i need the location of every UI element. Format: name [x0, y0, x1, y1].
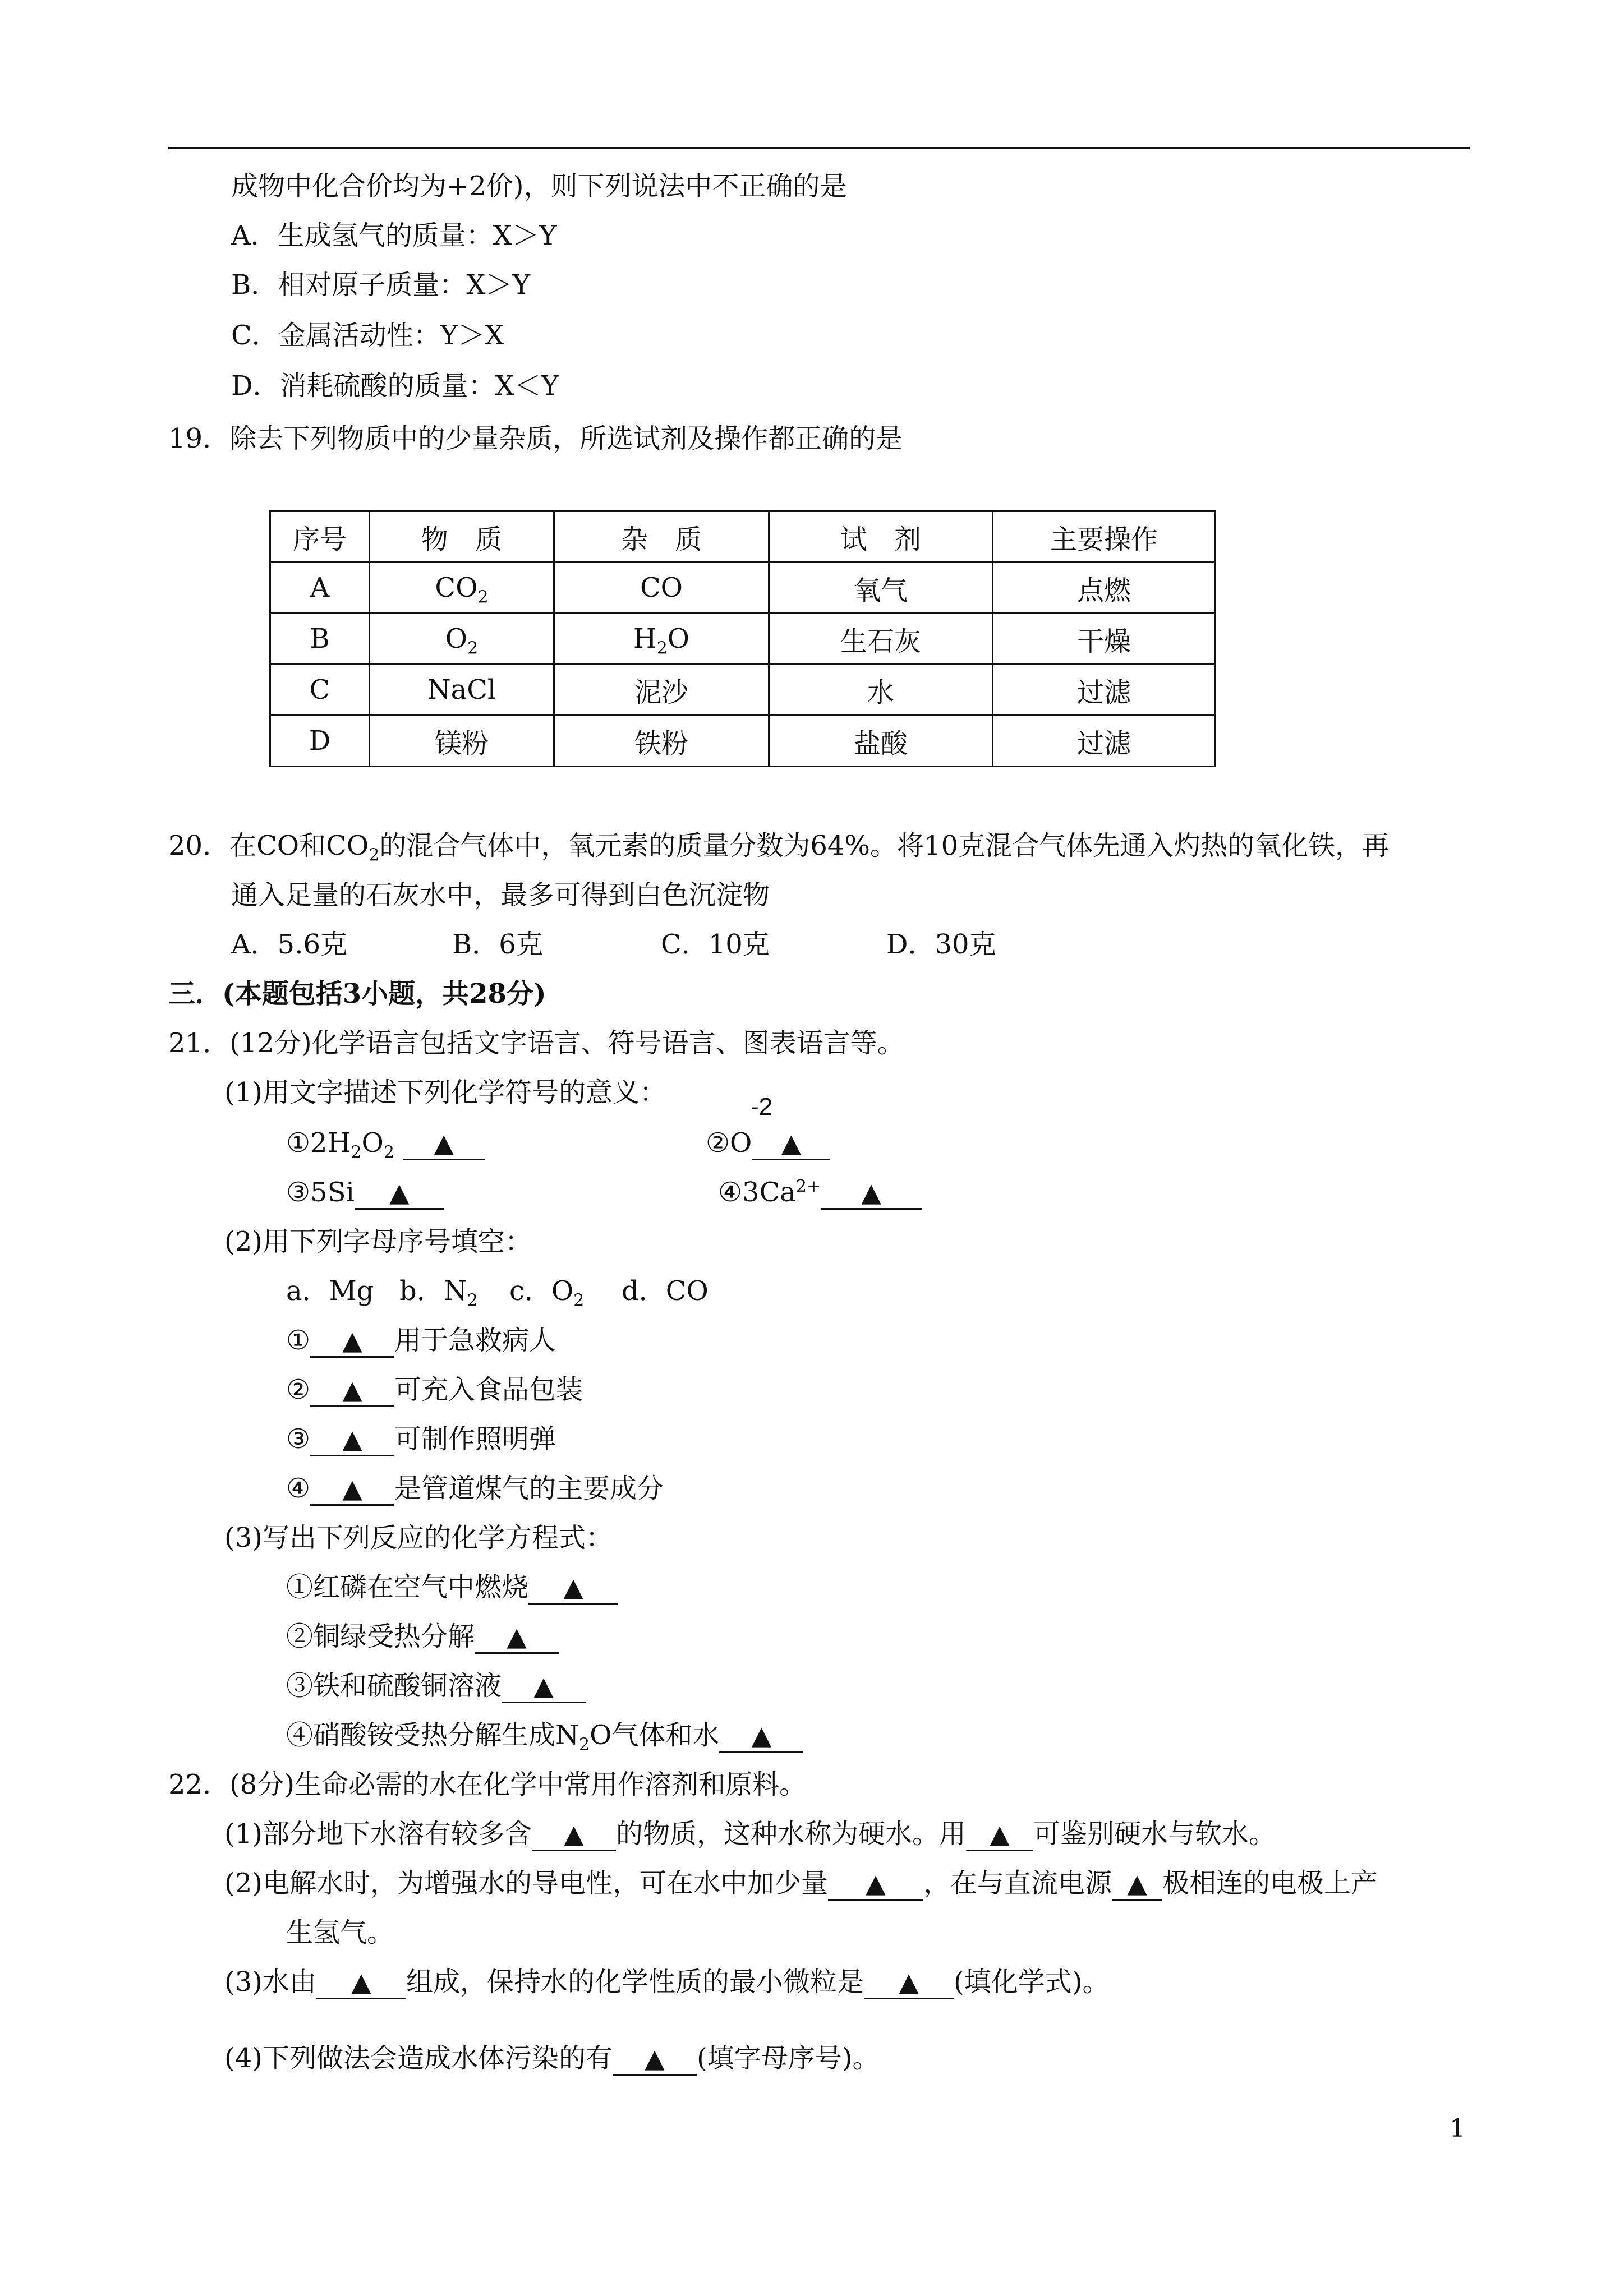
q21-choice-b: b．$N_2$: [399, 1275, 478, 1311]
q21-symbol-4: $④3Ca^{2+}$ ▲: [718, 1175, 922, 1210]
q19-table: [269, 510, 1216, 767]
answer-blank[interactable]: ▲: [752, 1127, 830, 1160]
answer-blank[interactable]: ▲: [821, 1177, 922, 1210]
q20-option-c: C．10克: [661, 929, 770, 960]
answer-blank[interactable]: ▲: [316, 1966, 406, 1999]
q18-option-c: C．金属活动性：Y＞X: [231, 320, 504, 351]
answer-blank[interactable]: ▲: [502, 1670, 586, 1703]
answer-blank[interactable]: ▲: [403, 1127, 485, 1160]
table-row: [270, 716, 1216, 767]
table-row: [270, 665, 1216, 716]
answer-blank[interactable]: ▲: [1112, 1868, 1162, 1901]
table-cell: $O_2$: [370, 614, 554, 665]
table-cell: 过滤: [993, 665, 1216, 716]
q20-option-b: B．6克: [452, 929, 543, 960]
table-cell: 镁粉: [370, 716, 554, 767]
table-cell: 水: [769, 665, 993, 716]
q21-equation-4: ④硝酸铵受热分解生成$N_2O$气体和水 ▲: [286, 1718, 803, 1753]
answer-blank[interactable]: ▲: [310, 1423, 394, 1456]
q20-stem-line1: 20．在CO和$CO_2$的混合气体中，氧元素的质量分数为64%。将10克混合气体先通入灼热的氧化铁，再: [168, 830, 1390, 865]
table-header-row: [270, 511, 1216, 563]
header-rule: [168, 147, 1470, 149]
table-header: 序号: [270, 511, 370, 563]
answer-blank[interactable]: ▲: [613, 2043, 697, 2076]
table-cell: 过滤: [993, 716, 1216, 767]
q21-choice-d: d．CO: [622, 1275, 709, 1307]
table-cell: D: [270, 716, 370, 767]
q20-stem-line2: 通入足量的石灰水中，最多可得到白色沉淀物: [231, 879, 770, 911]
answer-blank[interactable]: ▲: [528, 1571, 618, 1605]
page-number: 1: [1450, 2114, 1465, 2143]
answer-blank[interactable]: ▲: [828, 1868, 923, 1901]
table-row: [270, 563, 1216, 614]
q21-choice-c: c．$O_2$: [509, 1275, 585, 1311]
table-cell: CO: [554, 563, 769, 614]
table-header: 物 质: [370, 511, 554, 563]
q21-stem: 21．(12分)化学语言包括文字语言、符号语言、图表语言等。: [168, 1027, 904, 1059]
table-cell: 干燥: [993, 614, 1216, 665]
table-header: 主要操作: [993, 511, 1216, 563]
table-header: 杂 质: [554, 511, 769, 563]
answer-blank[interactable]: ▲: [310, 1374, 394, 1407]
q18-option-b: B．相对原子质量：X＞Y: [231, 269, 531, 301]
table-cell: B: [270, 614, 370, 665]
answer-blank[interactable]: ▲: [719, 1719, 803, 1753]
q22-part4: (4)下列做法会造成水体污染的有 ▲ (填字母序号)。: [224, 2041, 879, 2076]
table-cell: 铁粉: [554, 716, 769, 767]
table-cell: A: [270, 563, 370, 614]
q21-equation-1: ①红磷在空气中燃烧 ▲: [286, 1570, 618, 1605]
q21-symbol-1: $①2H_2O_2$ ▲: [286, 1126, 485, 1160]
answer-blank[interactable]: ▲: [966, 1818, 1033, 1851]
q18-continuation: 成物中化合价均为+2价)，则下列说法中不正确的是: [231, 170, 847, 202]
table-cell: 点燃: [993, 563, 1216, 614]
table-header: 试 剂: [769, 511, 993, 563]
q21-symbol-2: ②O ▲: [706, 1126, 830, 1160]
q21-equation-2: ②铜绿受热分解 ▲: [286, 1620, 559, 1654]
q21-part3-prompt: (3)写出下列反应的化学方程式：: [224, 1522, 613, 1553]
table-cell: 生石灰: [769, 614, 993, 665]
q22-part2-cont: 生氢气。: [286, 1917, 394, 1948]
table-cell: NaCl: [370, 665, 554, 716]
q21-part2-prompt: (2)用下列字母序号填空：: [224, 1226, 532, 1257]
q22-part2: (2)电解水时，为增强水的导电性，可在水中加少量 ▲ ，在与直流电源 ▲ 极相连的电极上产: [224, 1866, 1378, 1901]
answer-blank[interactable]: ▲: [310, 1473, 394, 1506]
answer-blank[interactable]: ▲: [864, 1966, 954, 1999]
q22-part3: (3)水由 ▲ 组成，保持水的化学性质的最小微粒是 ▲ (填化学式)。: [224, 1965, 1109, 1999]
q21-use-2: ② ▲ 可充入食品包装: [286, 1373, 583, 1407]
q22-part1: (1)部分地下水溶有较多含 ▲ 的物质，这种水称为硬水。用 ▲ 可鉴别硬水与软水。: [224, 1817, 1276, 1851]
q21-use-1: ① ▲ 用于急救病人: [286, 1324, 556, 1358]
table-cell: C: [270, 665, 370, 716]
table-cell: $CO_2$: [370, 563, 554, 614]
table-cell: 氧气: [769, 563, 993, 614]
q19-stem: 19．除去下列物质中的少量杂质，所选试剂及操作都正确的是: [168, 423, 903, 454]
q21-use-4: ④ ▲ 是管道煤气的主要成分: [286, 1472, 664, 1506]
answer-blank[interactable]: ▲: [355, 1177, 444, 1210]
q21-choice-a: a．Mg: [286, 1275, 374, 1307]
q18-option-a: A．生成氢气的质量：X＞Y: [231, 220, 557, 251]
answer-blank[interactable]: ▲: [475, 1621, 559, 1654]
table-row: [270, 614, 1216, 665]
q21-symbol-3: ③5Si ▲: [286, 1175, 444, 1210]
table-cell: 盐酸: [769, 716, 993, 767]
valence-mark: -2: [751, 1093, 773, 1121]
q18-option-d: D．消耗硫酸的质量：X＜Y: [231, 370, 559, 402]
q21-use-3: ③ ▲ 可制作照明弹: [286, 1422, 556, 1456]
answer-blank[interactable]: ▲: [532, 1818, 616, 1851]
section-heading: 三．(本题包括3小题，共28分): [168, 978, 546, 1009]
answer-blank[interactable]: ▲: [310, 1325, 394, 1358]
q22-stem: 22．(8分)生命必需的水在化学中常用作溶剂和原料。: [168, 1769, 807, 1800]
q20-option-a: A．5.6克: [231, 929, 348, 960]
q20-option-d: D．30克: [886, 929, 996, 960]
q21-part1-prompt: (1)用文字描述下列化学符号的意义：: [224, 1077, 666, 1108]
table-cell: $H_2O$: [554, 614, 769, 665]
table-cell: 泥沙: [554, 665, 769, 716]
q21-equation-3: ③铁和硫酸铜溶液 ▲: [286, 1669, 586, 1703]
